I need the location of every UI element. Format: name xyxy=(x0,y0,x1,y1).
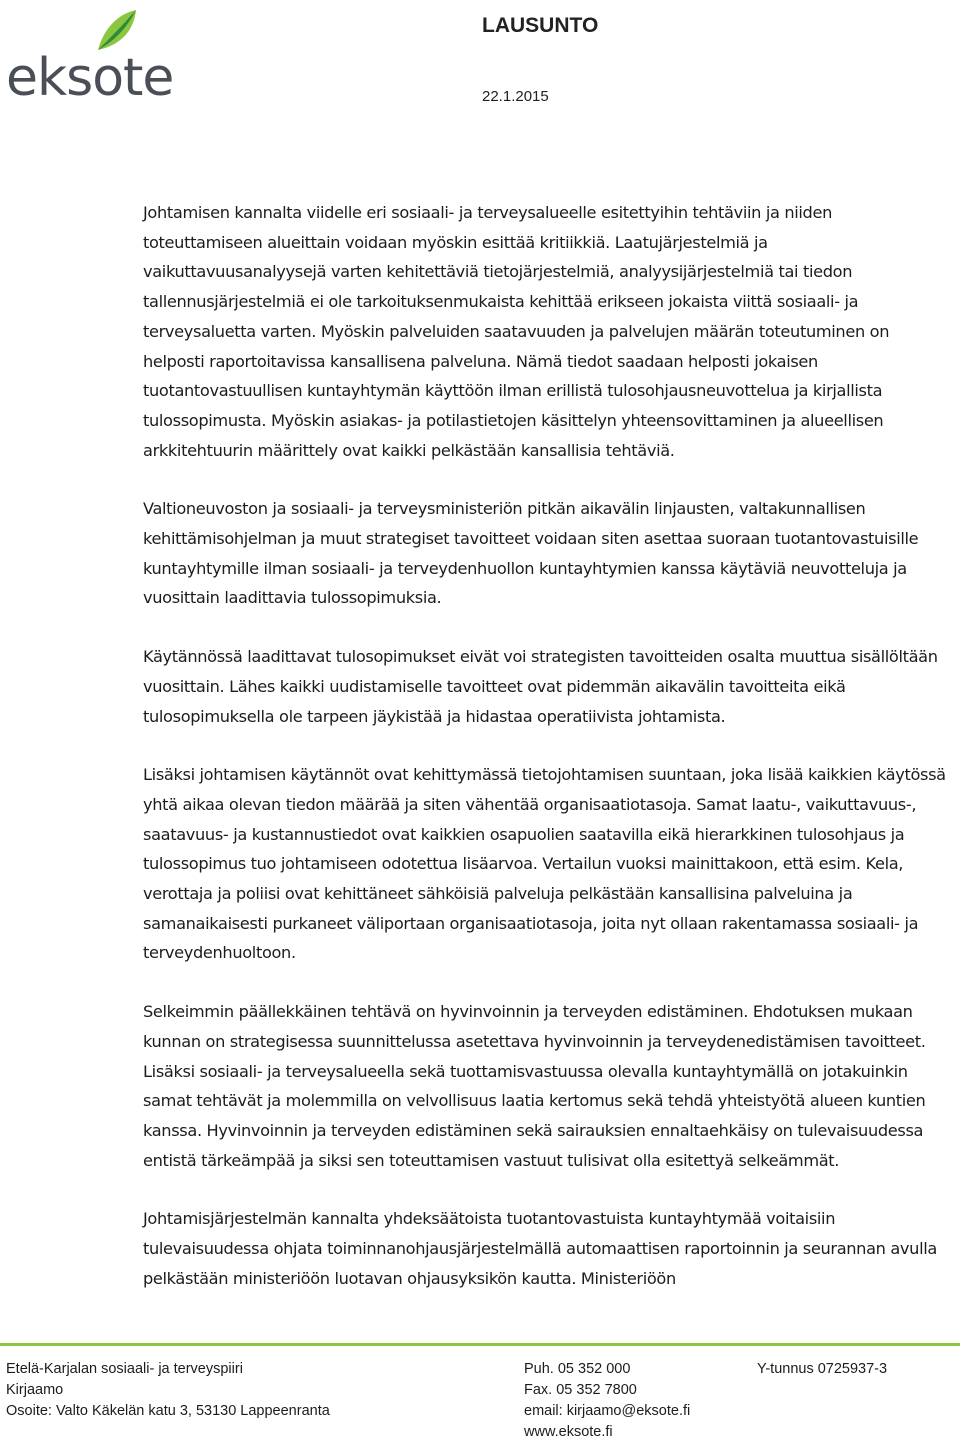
eksote-logo xyxy=(6,8,174,108)
footer-y-tunnus: Y-tunnus 0725937-3 xyxy=(757,1361,888,1377)
paragraph: Valtioneuvoston ja sosiaali- ja terveysministeriön pitkän aikavälin linjausten, valtakunnallisen kehittämisohjelman ja muut strategiset tavoitteet voidaan siten asettaa suoraan tuotantovastuisille kuntayhtymille ilman sosiaali- ja terveydenhuollon kuntayhtymien kanssa käytäviä neuvotteluja ja vuosittain laadittavia tulossopimuksia. xyxy=(143,499,919,608)
footer-org-name: Etelä-Karjalan sosiaali- ja terveyspiiri xyxy=(6,1361,243,1377)
footer-contact xyxy=(524,1359,690,1443)
paragraph: Selkeimmin päällekkäinen tehtävä on hyvinvoinnin ja terveyden edistäminen. Ehdotuksen mukaan kunnan on strategisessa suunnittelussa asetettava hyvinvoinnin ja terveydenedistämisen tavoitteet. Lisäksi sosiaali- ja terveysalueella sekä tuottamisvastuussa olevalla kuntayhtymällä on jotakuinkin samat tehtävät ja molemmilla on velvollisuus laatia kertomus sekä tehdä yhteistyötä alueen kuntien kanssa. Hyvinvoinnin ja terveyden edistäminen sekä sairauksien ennaltaehkäisy on tulevaisuudessa entistä tärkeämpää ja siksi sen toteuttamisen vastuut tulisivat olla esitettyä selkeämmät. xyxy=(143,1002,926,1170)
paragraph: Johtamisjärjestelmän kannalta yhdeksäätoista tuotantovastuista kuntayhtymää voitaisiin tulevaisuudessa ohjata toiminnanohjausjärjestelmällä automaattisen raportoinnin ja seurannan avulla pelkästään ministeriöön luotavan ohjausyksikön kautta. Ministeriöön xyxy=(143,1209,937,1288)
footer-email[interactable]: email: kirjaamo@eksote.fi xyxy=(524,1403,691,1419)
footer-organization xyxy=(6,1359,330,1422)
paragraph: Käytännössä laadittavat tulosopimukset eivät voi strategisten tavoitteiden osalta muuttua sisällöltään vuosittain. Lähes kaikki uudistamiselle tavoitteet ovat pidemmän aikavälin tavoitteita eikä tulosopimuksella ole tarpeen jäykistää ja hidastaa operatiivista johtamista. xyxy=(143,647,938,726)
logo-wordmark: eksote xyxy=(6,48,174,108)
footer-phone: Puh. 05 352 000 xyxy=(524,1361,631,1377)
document-body xyxy=(143,198,955,1323)
footer-website[interactable]: www.eksote.fi xyxy=(524,1424,613,1440)
document-type: LAUSUNTO xyxy=(482,14,599,37)
footer-registry: Kirjaamo xyxy=(6,1382,64,1398)
footer-address: Osoite: Valto Käkelän katu 3, 53130 Lappeenranta xyxy=(6,1403,330,1419)
paragraph: Johtamisen kannalta viidelle eri sosiaali- ja terveysalueelle esitettyihin tehtäviin ja niiden toteuttamiseen alueittain voidaan myöskin esittää kritiikkiä. Laatujärjestelmiä ja vaikuttavuusanalyysejä varten kehitettäviä tietojärjestelmiä, analyysijärjestelmiä tai tiedon tallennusjärjestelmiä ei ole tarkoituksenmukaista kehittää erikseen jokaista viittä sosiaali- ja terveysaluetta varten. Myöskin palveluiden saatavuuden ja palvelujen määrän toteutuminen on helposti raportoitavissa kansallisena palveluna. Nämä tiedot saadaan helposti jokaisen tuotantovastuullisen kuntayhtymän käyttöön ilman erillistä tulosohjausneuvottelua ja kirjallista tulossopimusta. Myöskin asiakas- ja potilastietojen käsittelyn yhteensovittaminen ja alueellisen arkkitehtuurin määrittely ovat kaikki pelkästään kansallisia tehtäviä. xyxy=(143,203,890,460)
footer-divider xyxy=(0,1343,960,1346)
document-date: 22.1.2015 xyxy=(482,88,549,105)
paragraph: Lisäksi johtamisen käytännöt ovat kehittymässä tietojohtamisen suuntaan, joka lisää kaikkien käytössä yhtä aikaa olevan tiedon määrää ja siten vähentää organisaatiotasoja. Samat laatu-, vaikuttavuus-, saatavuus- ja kustannustiedot ovat kaikkien osapuolien saatavilla eikä hierarkkinen tulosohjaus ja tulossopimus tuo johtamiseen odotettua lisäarvoa. Vertailun vuoksi mainittakoon, että esim. Kela, verottaja ja poliisi ovat kehittäneet sähköisiä palveluja pelkästään kansallisina palveluina ja samanaikaisesti purkaneet väliportaan organisaatiotasoja, joita nyt ollaan rakentamassa sosiaali- ja terveydenhuoltoon. xyxy=(143,765,946,963)
footer-fax: Fax. 05 352 7800 xyxy=(524,1382,637,1398)
footer-business-id xyxy=(757,1359,887,1380)
